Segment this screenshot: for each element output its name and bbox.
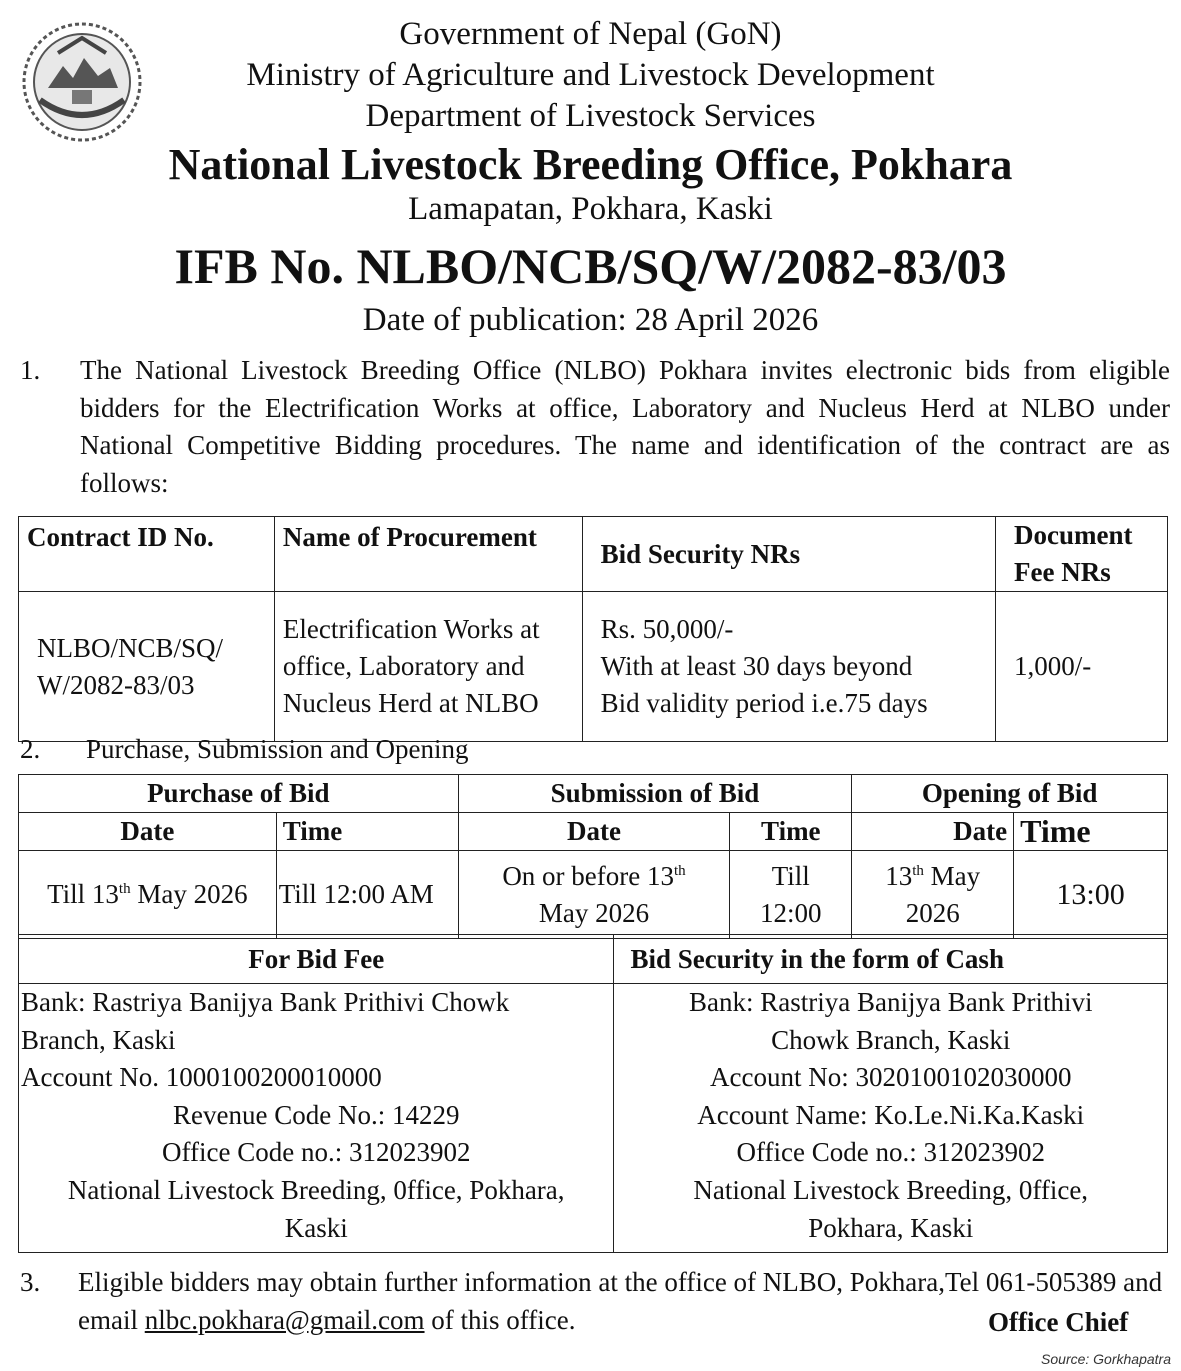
purchase-of-bid-header: Purchase of Bid (19, 775, 459, 813)
table-row (19, 592, 1168, 742)
bank-table (18, 934, 1168, 1253)
bid-security-cell (582, 592, 995, 742)
header-ministry: Ministry of Agriculture and Livestock Development (246, 57, 935, 93)
fee-office-name-line: National Livestock Breeding, 0ffice, Pokhara, (67, 1174, 565, 1205)
header-bid-security: Bid Security NRs (582, 517, 995, 592)
submission-of-bid-header: Submission of Bid (458, 775, 852, 813)
table-row (19, 984, 1168, 1253)
header-department: Department of Livestock Services (365, 98, 816, 134)
fee-account-line: Account No. 1000100200010000 (21, 1062, 382, 1093)
schedule-table (18, 774, 1168, 939)
fee-office-code-line: Office Code no.: 312023902 (162, 1137, 471, 1168)
security-office-code-line: Office Code no.: 312023902 (736, 1137, 1045, 1168)
para1-text: The National Livestock Breeding Office (NLBO) Pokhara invites electronic bids from eligible bidders for the Electrification Works at office, Laboratory and Nucleus Herd at NLBO under National Competitive Bidding procedures. The name and identification of the contract are as follows: (80, 355, 1170, 498)
submission-date-cell: On or before 13th May 2026 (458, 851, 730, 939)
purchase-date-cell: Till 13th May 2026 (19, 851, 277, 939)
signature-office-chief: Office Chief (988, 1307, 1129, 1337)
schedule-sub-header (19, 813, 1168, 851)
security-bank-line: Bank: Rastriya Banijya Bank Prithivi (689, 987, 1093, 1017)
bank-table-header (19, 935, 1168, 984)
procurement-name-cell: Electrification Works at office, Laboratory and Nucleus Herd at NLBO (274, 592, 582, 742)
fee-revenue-code-line: Revenue Code No.: 14229 (173, 1099, 460, 1130)
header-government: Government of Nepal (GoN) (399, 16, 782, 52)
bid-fee-details (19, 984, 614, 1253)
table-row (19, 851, 1168, 939)
para3-number: 3. (20, 1267, 41, 1297)
opening-of-bid-header: Opening of Bid (852, 775, 1168, 813)
bid-security-period: Bid validity period i.e.75 days (600, 688, 928, 718)
fee-bank-line: Bank: Rastriya Banijya Bank Prithivi Chowk (21, 987, 510, 1017)
para1-number: 1. (20, 355, 41, 385)
contact-email-link[interactable]: nlbc.pokhara@gmail.com (144, 1305, 425, 1335)
publication-date: Date of publication: 28 April 2026 (362, 302, 819, 338)
ifb-number: IFB No. NLBO/NCB/SQ/W/2082-83/03 (174, 238, 1007, 294)
opening-date-cell: 13th May 2026 (852, 851, 1014, 939)
fee-office-location-line: Kaski (284, 1212, 348, 1243)
office-address: Lamapatan, Pokhara, Kaski (408, 191, 773, 227)
fee-branch-line: Branch, Kaski (21, 1024, 176, 1055)
submission-time-header: Time (730, 813, 852, 851)
bid-security-amount: Rs. 50,000/- (600, 614, 734, 644)
submission-date-header: Date (458, 813, 730, 851)
header-procurement-name: Name of Procurement (274, 517, 582, 592)
bid-security-details (614, 984, 1168, 1253)
submission-time-cell: Till 12:00 (730, 851, 852, 939)
bid-security-cash-header: Bid Security in the form of Cash (614, 935, 1168, 984)
security-office-name-line: National Livestock Breeding, 0ffice, (693, 1174, 1089, 1205)
purchase-time-cell: Till 12:00 AM (276, 851, 458, 939)
header-document-fee: Document Fee NRs (996, 517, 1168, 592)
contract-table-header (19, 517, 1168, 592)
security-branch-line: Chowk Branch, Kaski (771, 1024, 1011, 1055)
bid-fee-header: For Bid Fee (19, 935, 614, 984)
security-account-line: Account No: 3020100102030000 (710, 1062, 1072, 1093)
para2-number: 2. (20, 734, 41, 764)
para2-text: Purchase, Submission and Opening (86, 734, 469, 764)
bid-security-validity: With at least 30 days beyond (600, 651, 913, 681)
source-credit: Source: Gorkhapatra (1041, 1351, 1171, 1367)
purchase-time-header: Time (276, 813, 458, 851)
opening-date-header: Date (852, 813, 1014, 851)
opening-time-header: Time (1014, 813, 1168, 851)
purchase-date-header: Date (19, 813, 277, 851)
contract-id-cell: NLBO/NCB/SQ/ W/2082-83/03 (19, 592, 275, 742)
para3-text: Eligible bidders may obtain further information at the office of NLBO, Pokhara,Tel 061-505389 and email nlbc.pokhara@gmail.com of this office. (78, 1267, 1163, 1335)
security-office-location-line: Pokhara, Kaski (808, 1212, 974, 1243)
header-contract-id: Contract ID No. (19, 517, 275, 592)
schedule-group-header (19, 775, 1168, 813)
document-fee-cell: 1,000/- (996, 592, 1168, 742)
security-account-name-line: Account Name: Ko.Le.Ni.Ka.Kaski (697, 1099, 1085, 1130)
office-title: National Livestock Breeding Office, Pokhara (168, 140, 1013, 189)
contract-table (18, 516, 1168, 742)
opening-time-cell: 13:00 (1014, 851, 1168, 939)
